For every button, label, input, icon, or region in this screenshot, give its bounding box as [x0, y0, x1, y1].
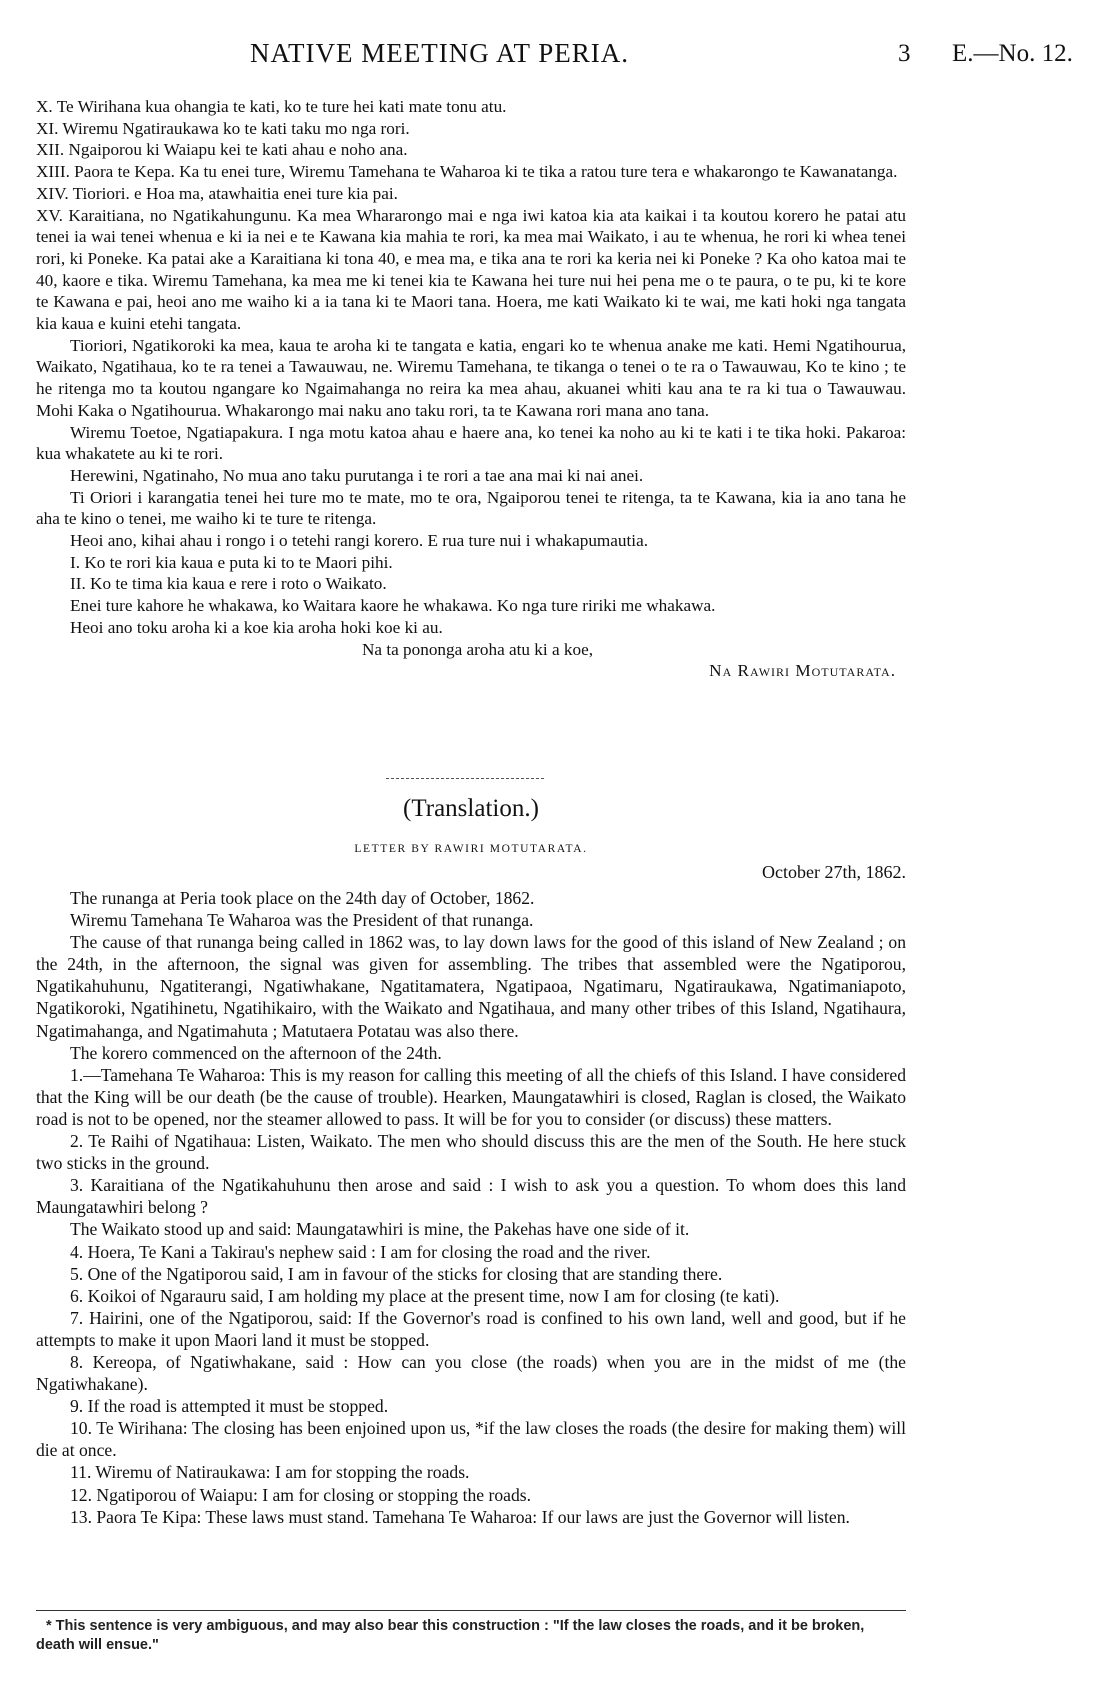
- document-reference: E.—No. 12.: [952, 40, 1073, 67]
- translation-paragraph: The Waikato stood up and said: Maungatawhiri is mine, the Pakehas have one side of it.: [70, 1219, 690, 1240]
- letter-date: October 27th, 1862.: [762, 862, 906, 882]
- footnote-rule: [36, 1610, 906, 1611]
- translation-paragraph: 11. Wiremu of Natiraukawa: I am for stopping the roads.: [70, 1462, 470, 1483]
- translation-paragraph: 1.—Tamehana Te Waharoa: This is my reason for calling this meeting of all the chiefs of this Island. I have considered that the King will be our death (be the cause of trouble). Hearken, Maungatawhiri is closed, Raglan is closed, the Waikato road is not to be opened, nor the steamer allowed to pass. It will be for you to consider (or discuss) these matters.: [36, 1064, 906, 1129]
- translation-paragraph: Wiremu Tamehana Te Waharoa was the President of that runanga.: [70, 910, 534, 931]
- maori-paragraph: Enei ture kahore he whakawa, ko Waitara kaore he whakawa. Ko nga ture ririki me whakawa.: [70, 596, 716, 616]
- page-title: NATIVE MEETING AT PERIA.: [250, 38, 629, 68]
- translation-heading: (Translation.): [403, 795, 539, 822]
- translation-paragraph: 2. Te Raihi of Ngatihaua: Listen, Waikato. The men who should discuss this are the men of the South. He here stuck two sticks in the ground.: [36, 1131, 906, 1174]
- translation-paragraph: 3. Karaitiana of the Ngatikahuhunu then arose and said : I wish to ask you a question. To whom does this land Maungatawhiri belong ?: [36, 1175, 906, 1218]
- maori-paragraph: Ti Oriori i karangatia tenei hei ture mo te mate, mo te ora, Ngaiporou tenei te ritenga, ta te Kawana, kia ia ano tana he aha te kino o tenei, me waiho ki te ture te ritenga.: [36, 487, 906, 529]
- page-number: 3: [898, 40, 911, 67]
- maori-paragraph: Heoi ano toku aroha ki a koe kia aroha hoki koe ki au.: [70, 617, 443, 637]
- translation-paragraph: 7. Hairini, one of the Ngatiporou, said: If the Governor's road is confined to his own land, well and good, but if he attempts to make it upon Maori land it must be stopped.: [36, 1307, 906, 1350]
- closing-line: Na ta pononga aroha atu ki a koe,: [362, 639, 593, 659]
- translation-paragraph: 12. Ngatiporou of Waiapu: I am for closing or stopping the roads.: [70, 1484, 531, 1505]
- page-header: [36, 38, 1078, 74]
- section-divider: [386, 778, 544, 779]
- maori-paragraph: II. Ko te tima kia kaua e rere i roto o Waikato.: [70, 574, 387, 594]
- maori-paragraph: XV. Karaitiana, no Ngatikahungunu. Ka mea Whararongo mai e nga iwi katoa kia ata kaikai i ta koutou korero he patai atu tenei ia wai tenei whenua e ki ia nei e te Kawana kia mahia te rori, ka mea mai Waikato, i au te whenua, he rori ki whea tenei rori, ki Poneke. Ka patai ake a Karaitiana ki tona 40, e mea ma, e tika ana te rori ka keria nei ki Poneke ? Ka oho katoa mai te 40, kaore e tika. Wiremu Tamehana, ka mea me ki tenei kia te Kawana hei ture nui hei pena me o te paura, o te pu, ki te kore te Kawana e pai, heoi ano me waiho ki a ia tana ki te Maori tana. Hoera, me kati Waikato ki te wai, me kati hoki nga tangata kia kaua e kuini etehi tangata.: [36, 205, 906, 334]
- maori-paragraph: Heoi ano, kihai ahau i rongo i o tetehi rangi korero. E rua ture nui i whakapumautia.: [70, 531, 648, 551]
- signature: Na Rawiri Motutarata.: [709, 661, 896, 681]
- maori-text-block: [36, 96, 906, 682]
- translation-paragraph: 5. One of the Ngatiporou said, I am in favour of the sticks for closing that are standing there.: [70, 1263, 723, 1284]
- translation-paragraph: 8. Kereopa, of Ngatiwhakane, said : How can you close (the roads) when you are in the midst of me (the Ngatiwhakane).: [36, 1351, 906, 1395]
- letter-heading: LETTER BY RAWIRI MOTUTARATA.: [354, 843, 588, 855]
- translation-paragraph: 10. Te Wirihana: The closing has been enjoined upon us, *if the law closes the roads (the desire for making them) will die at once.: [36, 1418, 906, 1461]
- translation-paragraph: The korero commenced on the afternoon of the 24th.: [70, 1042, 442, 1063]
- maori-paragraph: XI. Wiremu Ngatiraukawa ko te kati taku mo nga rori.: [36, 118, 410, 138]
- maori-paragraph: Tioriori, Ngatikoroki ka mea, kaua te aroha ki te tangata e katia, engari ko te whenua anake me kati. Hemi Ngatihourua, Waikato, Ngatihaua, ko te ra tenei a Tawauwau, ne. Wiremu Tamehana, te tikanga o tenei o te ra o Tawauwau, Ko te kino ; te he ritenga mo ta koutou ngangare ko Ngaimahanga no reira ka mea ahau, akuanei whiti kau ana te ra ki tua o Tawauwau. Mohi Kaka o Ngatihourua. Whakarongo mai naku ano taku rori, ta te Kawana rori mana ano tana.: [36, 335, 906, 420]
- translation-paragraph: 4. Hoera, Te Kani a Takirau's nephew said : I am for closing the road and the river.: [70, 1241, 651, 1262]
- translation-paragraph: The cause of that runanga being called in 1862 was, to lay down laws for the good of this island of New Zealand ; on the 24th, in the afternoon, the signal was given for assembling. The tribes that assembled were the Ngatiporou, Ngatikahuhunu, Ngatiterangi, Ngatiwhakane, Ngatitamatera, Ngatipaoa, Ngatimaru, Ngatiraukawa, Ngatimaniapoto, Ngatikoroki, Ngatihinetu, Ngatihikairo, with the Waikato and Ngatihaua, and many other tribes of this Island, Ngatihaura, Ngatimahanga, and Ngatimahuta ; Matutaera Potatau was also there.: [36, 932, 906, 1041]
- maori-paragraph: I. Ko te rori kia kaua e puta ki to te Maori pihi.: [70, 552, 393, 572]
- document-page: [36, 0, 1078, 1704]
- maori-paragraph: X. Te Wirihana kua ohangia te kati, ko te ture hei kati mate tonu atu.: [36, 97, 507, 116]
- translation-paragraph: The runanga at Peria took place on the 24th day of October, 1862.: [70, 888, 535, 908]
- maori-paragraph: XIII. Paora te Kepa. Ka tu enei ture, Wiremu Tamehana te Waharoa ki te tika a ratou ture tera e whakarongo te Kawanatanga.: [36, 162, 898, 182]
- maori-paragraph: XII. Ngaiporou ki Waiapu kei te kati ahau e noho ana.: [36, 140, 408, 160]
- maori-paragraph: XIV. Tioriori. e Hoa ma, atawhaitia enei ture kia pai.: [36, 183, 398, 203]
- translation-paragraph: 9. If the road is attempted it must be stopped.: [70, 1396, 389, 1417]
- translation-text-block: [36, 887, 906, 1528]
- translation-paragraph: 6. Koikoi of Ngarauru said, I am holding my place at the present time, now I am for closing (te kati).: [70, 1285, 780, 1306]
- footnote-text: * This sentence is very ambiguous, and may also bear this construction : "If the law closes the roads, and it be broken, death will ensue.": [36, 1618, 865, 1653]
- maori-paragraph: Herewini, Ngatinaho, No mua ano taku purutanga i te rori a tae ana mai ki nai anei.: [70, 465, 644, 485]
- footnote: [36, 1617, 906, 1655]
- translation-paragraph: 13. Paora Te Kipa: These laws must stand. Tamehana Te Waharoa: If our laws are just the Governor will listen.: [70, 1506, 850, 1527]
- maori-paragraph: Wiremu Toetoe, Ngatiapakura. I nga motu katoa ahau e haere ana, ko tenei ka noho au ki te kati i te tika hoki. Pakaroa: kua whakatete au ki te rori.: [36, 422, 906, 464]
